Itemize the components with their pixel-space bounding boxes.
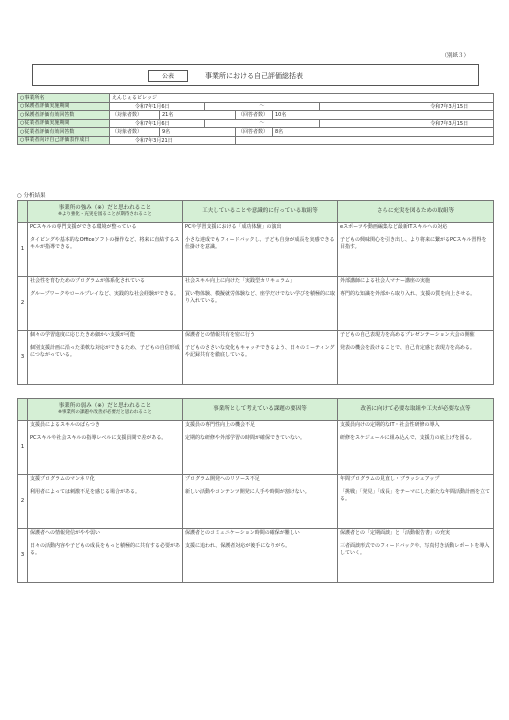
guardian-period-end: 令和7年3月15日 — [320, 102, 494, 111]
staff-period-end: 令和7年3月15日 — [320, 119, 494, 128]
row-number: 1 — [18, 421, 28, 475]
strengths-corner — [18, 201, 28, 223]
guardian-target-value: 21名 — [160, 111, 236, 120]
guardian-period-tilde: ～ — [205, 102, 320, 111]
row-number: 3 — [18, 331, 28, 385]
strength-cell: PCスキルの専門支援ができる環境が整っている タイピングや基本的なOfficeソフトの操作など、将来に直結するスキルが指導できる。 — [28, 223, 183, 277]
weakness-cell: 支援員によるスキルのばらつき PCスキルや社会スキルの指導レベルに支援員間で差がある。 — [28, 421, 183, 475]
strength-effort-cell: 保護者との情報共有を密に行う 子どものささいな変化もキャッチできるよう、日々のミーティングや記録共有を徹底している。 — [183, 331, 338, 385]
weakness-improve-cell: 保護者との「定期面談」と「活動報告書」の充実 三者面談形式でのフィードバックや、写真付き活動レポートを導入していく。 — [338, 529, 494, 583]
weaknesses-table — [17, 398, 494, 583]
strength-next-cell: 外部講師による社会人マナー講座の実施 専門的な知識を外部から取り入れ、支援の質を向上させる。 — [338, 277, 494, 331]
staff-period-label: ○従業者評価実施期間 — [18, 119, 110, 128]
staff-answer-label: （回答者数） — [236, 128, 273, 137]
strengths-header-col2: 工夫していることや意識的に行っている取組等 — [183, 201, 338, 223]
strength-next-cell: 子どもの自己表現力を高めるプレゼンテーション大会の開催 発表の機会を設けることで、自己肯定感と表現力を高める。 — [338, 331, 494, 385]
page-title: 事業所における自己評価総括表 — [205, 72, 303, 80]
public-badge: 公表 — [148, 70, 188, 82]
guardian-answer-value: 10名 — [273, 111, 494, 120]
facility-value: えんじぇるビレッジ — [110, 94, 494, 103]
weakness-cause-cell: 支援員の専門性向上の機会不足 定期的な研修や外部学習の時間が確保できていない。 — [183, 421, 338, 475]
title-box — [32, 64, 479, 86]
guardian-target-label: （対象者数） — [110, 111, 160, 120]
guardian-answer-label: （回答者数） — [236, 111, 273, 120]
weakness-cause-cell: プログラム開発へのリソース不足 新しい活動やコンテンツ開発に人手や時間が割けない。 — [183, 475, 338, 529]
report-date-value: 令和7年3月21日 — [110, 136, 236, 145]
report-date-blank — [236, 136, 494, 145]
staff-target-label: （対象者数） — [110, 128, 160, 137]
staff-period-start: 令和7年1月6日 — [110, 119, 205, 128]
row-number: 3 — [18, 529, 28, 583]
weakness-cell: 保護者への情報発信がやや弱い 日々の活動内容や子どもの成長をもっと積極的に共有する必要がある。 — [28, 529, 183, 583]
guardian-period-label: ○保護者評価実施期間 — [18, 102, 110, 111]
weakness-improve-cell: 支援員向けの定期的なIT・社会性研修の導入 研修をスケジュールに組み込んで、支援力の底上げを図る。 — [338, 421, 494, 475]
info-table — [17, 93, 494, 145]
weaknesses-header-col1: 事業所の弱み（※）だと思われること ※事業所の課題や改善が必要だと思われること — [28, 399, 183, 421]
row-number: 1 — [18, 223, 28, 277]
staff-target-value: 9名 — [160, 128, 236, 137]
staff-answer-value: 8名 — [273, 128, 494, 137]
weaknesses-header-col3: 改善に向けて必要な取組や工夫が必要な点等 — [338, 399, 494, 421]
strengths-header-col1: 事業所の強み（※）だと思われること ※より強化・充実を図ることが期待されること — [28, 201, 183, 223]
guardian-period-start: 令和7年1月6日 — [110, 102, 205, 111]
row-number: 2 — [18, 277, 28, 331]
guardian-count-label: ○保護者評価有効回答数 — [18, 111, 110, 120]
strength-next-cell: eスポーツや動画編集など最新ITスキルへの対応 子どもの興味関心を引き出し、より将来に繋がるPCスキル習得を目指す。 — [338, 223, 494, 277]
weaknesses-corner — [18, 399, 28, 421]
strength-cell: 社会性を育むためのプログラムが体系化されている グループワークやロールプレイなど、実践的な社会経験ができる。 — [28, 277, 183, 331]
weakness-cause-cell: 保護者とのコミュニケーション時間の確保が難しい 支援に追われ、保護者対応が後手になりがち。 — [183, 529, 338, 583]
strengths-header-col3: さらに充実を図るための取組等 — [338, 201, 494, 223]
strengths-table — [17, 200, 494, 385]
strength-effort-cell: PCや学習支援における「成功体験」の演出 小さな達成でもフィードバックし、子ども自身が成長を実感できる仕掛けを意識。 — [183, 223, 338, 277]
staff-period-tilde: ～ — [205, 119, 320, 128]
facility-label: ○事業所名 — [18, 94, 110, 103]
report-date-label: ○事業者向け自己評価表作成日 — [18, 136, 110, 145]
weakness-cell: 支援プログラムのマンネリ化 利用者によっては刺激不足を感じる場合がある。 — [28, 475, 183, 529]
weakness-improve-cell: 年間プログラムの見直し・ブラッシュアップ 「挑戦」「発見」「成長」をテーマにした新たな年間活動計画を立てる。 — [338, 475, 494, 529]
row-number: 2 — [18, 475, 28, 529]
staff-count-label: ○従業者評価有効回答数 — [18, 128, 110, 137]
sheet-number: （別紙３） — [441, 53, 469, 59]
analysis-label: ○ 分析結果 — [17, 193, 46, 199]
strength-effort-cell: 社会スキル向上に向けた「実践型カリキュラム」 買い物体験、模擬就労体験など、座学だけでない学びを積極的に取り入れている。 — [183, 277, 338, 331]
weaknesses-header-col2: 事業所として考えている課題の要因等 — [183, 399, 338, 421]
strength-cell: 個々の学習進度に応じたきめ細かい支援が可能 個別支援計画に沿った柔軟な対応ができるため、子どもの自信形成につながっている。 — [28, 331, 183, 385]
